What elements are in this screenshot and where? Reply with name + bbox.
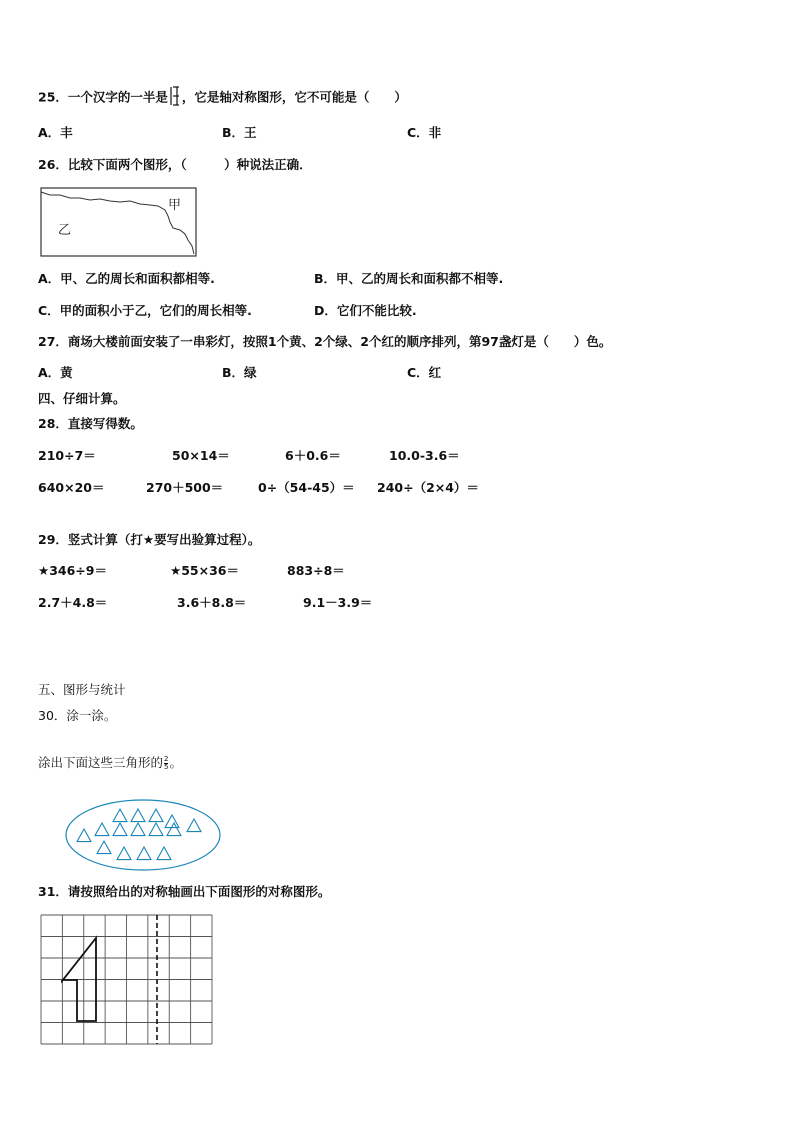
symmetry-grid-figure bbox=[40, 914, 214, 1047]
triangle[interactable] bbox=[113, 823, 127, 836]
triangle[interactable] bbox=[131, 823, 145, 836]
triangle[interactable] bbox=[117, 847, 131, 860]
q30-instruction bbox=[38, 755, 182, 771]
triangle[interactable] bbox=[113, 809, 127, 822]
q26-option-c: C．甲的面积小于乙，它们的周长相等. bbox=[38, 303, 252, 318]
q25-option-b: B．王 bbox=[222, 125, 257, 140]
q25-stem-a: 25．一个汉字的一半是 bbox=[38, 89, 168, 105]
q28-r1-c4: 10.0-3.6＝ bbox=[389, 448, 460, 463]
q26-option-b: B．甲、乙的周长和面积都不相等. bbox=[314, 271, 504, 286]
triangle[interactable] bbox=[97, 841, 111, 854]
q26-figure bbox=[40, 186, 198, 258]
triangle-ellipse-figure bbox=[64, 798, 224, 872]
q29-r1-c3: 883÷8＝ bbox=[287, 563, 345, 578]
fraction-denominator: 5 bbox=[164, 763, 169, 771]
q28-r2-c2: 270＋500＝ bbox=[146, 480, 224, 495]
section-5-heading: 五、图形与统计 bbox=[38, 682, 126, 697]
q30-instruction-text: 涂出下面这些三角形的 bbox=[38, 755, 164, 770]
triangle[interactable] bbox=[131, 809, 145, 822]
q25-stem bbox=[38, 89, 407, 107]
q25-stem-b: ，它是轴对称图形，它不可能是（ ） bbox=[181, 89, 407, 105]
triangle[interactable] bbox=[167, 823, 181, 836]
fraction-two-fifths bbox=[164, 756, 168, 771]
q30-instruction-end: 。 bbox=[169, 755, 182, 770]
q28-r2-c1: 640×20＝ bbox=[38, 480, 105, 495]
q26-stem: 26．比较下面两个图形，（ ）种说法正确． bbox=[38, 157, 312, 172]
q28-r1-c1: 210÷7＝ bbox=[38, 448, 96, 463]
triangle[interactable] bbox=[149, 823, 163, 836]
q29-r2-c1: 2.7＋4.8＝ bbox=[38, 595, 108, 610]
q28-r2-c3: 0÷（54-45）＝ bbox=[258, 480, 355, 495]
q25-option-c: C．非 bbox=[407, 125, 442, 140]
q28-r1-c2: 50×14＝ bbox=[172, 448, 230, 463]
triangle[interactable] bbox=[137, 847, 151, 860]
q27-option-a: A．黄 bbox=[38, 365, 73, 380]
q29-r2-c3: 9.1－3.9＝ bbox=[303, 595, 373, 610]
q29-stem: 29．竖式计算（打★要写出验算过程）。 bbox=[38, 532, 261, 547]
triangle[interactable] bbox=[95, 823, 109, 836]
q27-option-c: C．红 bbox=[407, 365, 442, 380]
q29-r1-c1: ★346÷9＝ bbox=[38, 563, 107, 578]
q27-stem: 27．商场大楼前面安装了一串彩灯，按照1个黄、2个绿、2个红的顺序排列，第97盏灯是（ ）色。 bbox=[38, 334, 612, 349]
q29-r1-c2: ★55×36＝ bbox=[170, 563, 239, 578]
q31-stem: 31．请按照给出的对称轴画出下面图形的对称图形。 bbox=[38, 884, 331, 899]
label-jia: 甲 bbox=[168, 198, 182, 213]
triangle[interactable] bbox=[149, 809, 163, 822]
q28-r1-c3: 6＋0.6＝ bbox=[285, 448, 341, 463]
q26-option-d: D．它们不能比较. bbox=[314, 303, 417, 318]
q28-stem: 28．直接写得数。 bbox=[38, 416, 143, 431]
fraction-numerator: 2 bbox=[164, 755, 169, 763]
q27-option-b: B．绿 bbox=[222, 365, 257, 380]
q30-stem: 30．涂一涂。 bbox=[38, 708, 117, 723]
label-yi: 乙 bbox=[58, 223, 72, 238]
half-character-glyph bbox=[169, 85, 181, 107]
q28-r2-c4: 240÷（2×4）＝ bbox=[377, 480, 479, 495]
section-4-heading: 四、仔细计算。 bbox=[38, 391, 126, 406]
q26-option-a: A．甲、乙的周长和面积都相等. bbox=[38, 271, 215, 286]
triangle[interactable] bbox=[157, 847, 171, 860]
triangle[interactable] bbox=[77, 829, 91, 842]
q25-option-a: A．丰 bbox=[38, 125, 73, 140]
q29-r2-c2: 3.6＋8.8＝ bbox=[177, 595, 247, 610]
triangle[interactable] bbox=[187, 819, 201, 832]
